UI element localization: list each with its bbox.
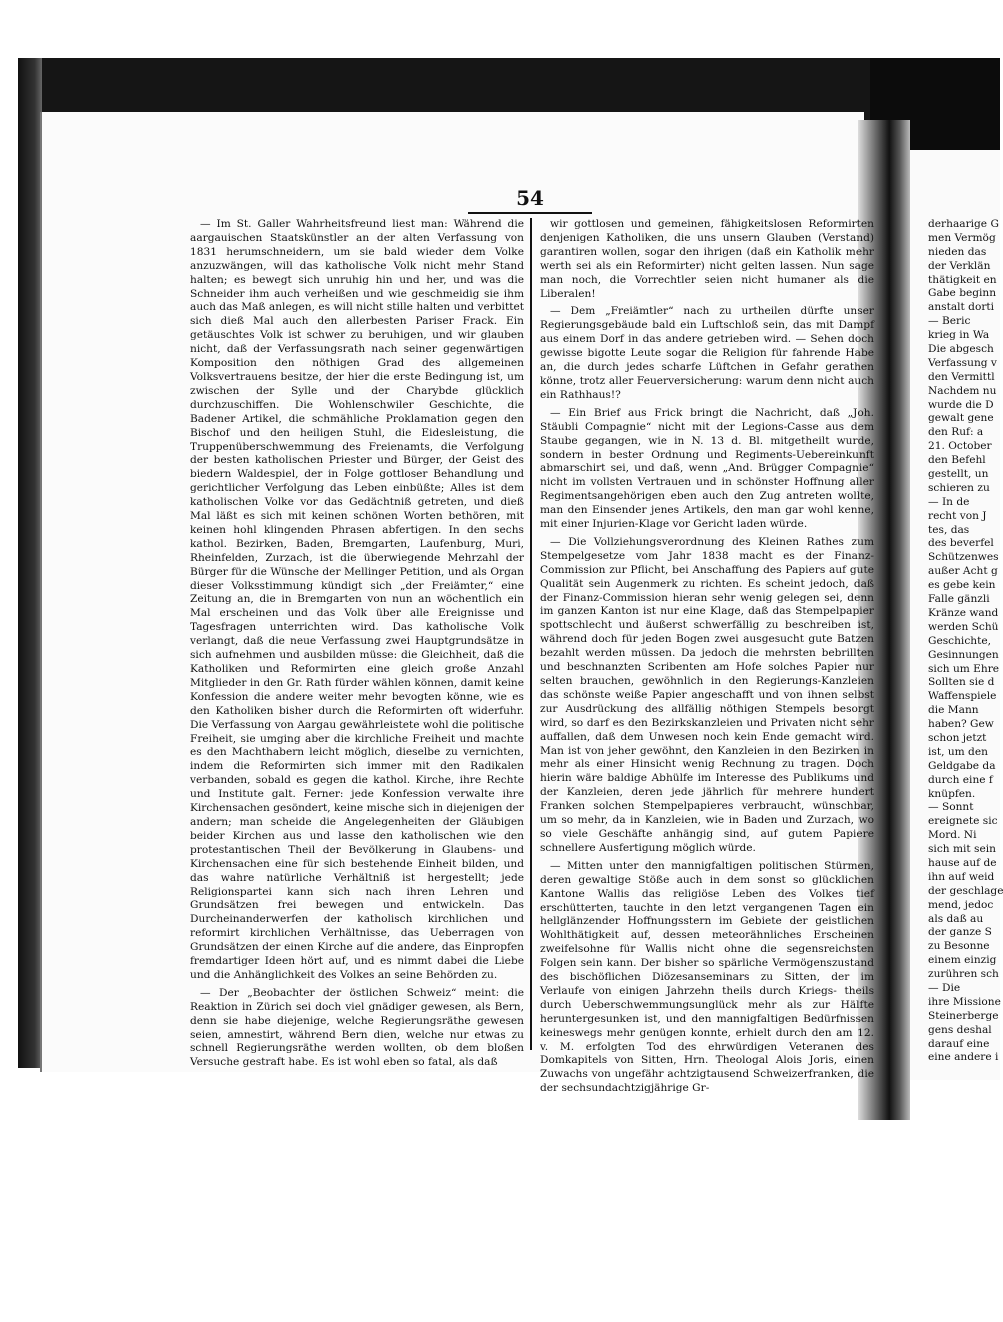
facing-page-line: Falle gänzli <box>928 593 990 606</box>
facing-page-line: sich mit sein <box>928 843 996 856</box>
facing-page-line: derhaarige G <box>928 218 999 230</box>
article-paragraph: — Ein Brief aus Frick bringt die Nachricht, daß „Joh. Stäubli Compagnie“ nicht mit der Legions-Casse aus dem Staube gegangen, wie in N. 13 d. Bl. mitgetheilt wurde, sondern in bester Ordnung und Regiments-Uebereinkunft abmarschirt sei, und daß, wenn „And. Brügger Compagnie“ nicht im vollsten Vertrauen und in schönster Hoffnung aller Regimentsangehörigen eben auch den Zug antreten wollte, man den Einsender jenes Artikels, den man gar wohl kenne, mit einer Injurien-Klage vor Gericht laden würde. <box>540 406 874 531</box>
facing-page-line: durch eine f <box>928 773 993 786</box>
article-paragraph: — Im St. Galler Wahrheitsfreund liest man: Während die aargauischen Staatskünstler an der alten Verfassung von 1831 herumschneidern, um sie bald wieder dem Volke anzuzwängen, will das katholische Volk nicht mehr Stand halten; es bewegt sich unruhig hin und her, und was die Schneider ihm auch verheißen und wie geschmeidig sie ihm auch das Maß anlegen, es will nicht stille halten und verbittet sich dieß Mal auch den allerbesten Pariser Frack. Ein getäuschtes Volk ist schwer zu beruhigen, und wir glauben nicht, daß der Verfassungsrath nach seiner gegenwärtigen Komposition den nöthigen Grad des allgemeinen Volksvertrauens besitze, der hier die erste Bedingung ist, um zwischen der Sylle und der Charybde glücklich durchzuschiffen. Die Wohlenschwiler Geschichte, die Badener Artikel, die schmähliche Proklamation gegen den Bischof und den heiligen Stuhl, die Eidesleistung, die Truppenüberschwemmung des Freienamts, die Verfolgung der besten katholischen Priester und Bürger, der Geist des biedern Waldespiel, der in Folge gottloser Behandlung und gerichtlicher Verfolgung das Leben einbüßte; Alles ist dem katholischen Volke vor das Gedächtniß getreten, und dieß Mal läßt es sich mit keinen schönen Worten bethören, mit keinen hohl klingenden Phrasen abfertigen. In den sechs kathol. Bezirken, Baden, Bremgarten, Laufenburg, Muri, Rheinfelden, Zurzach, ist die überwiegende Mehrzahl der Bürger für die Wünsche der Mellinger Petition, und als Organ dieser Volksstimmung kündigt sich „der Freiämter,“ eine Zeitung an, die in Bremgarten von nun an wöchentlich ein Mal erscheinen und das Volk über alle Ereignisse und Tagesfragen unterrichten wird. Das katholische Volk verlangt, daß die neue Verfassung zwei Hauptgrundsätze in sich aufnehmen und ausbilden müsse: die Gleichheit, daß die Katholiken und Reformirten eine gleich große Anzahl Mitglieder in den Gr. Rath fürder wählen können, damit keine Konfession die andere weiter mehr bevogten könne, wie es den Katholiken bisher durch die Reformirten oft widerfuhr. Die Verfassung von Aargau gewährleistete wohl die politische Freiheit, sie umging aber die kirchliche Freiheit und machte es den Machthabern leicht möglich, dieselbe zu vernichten, indem die Reformirten sich immer mit den Radikalen verbanden, sobald es gegen die kathol. Kirche, ihre Rechte und Institute galt. Ferner: jede Konfession verwalte ihre Kirchensachen gesöndert, keine mische sich in diejenigen der andern; man scheide die Angelegenheiten der Gläubigen beider Kirchen aus und lasse den katholischen wie den protestantischen Theil der Bevölkerung in Glaubens- und Kirchensachen eine für sich bestehende Einheit bilden, und das wahre natürliche Verhältniß ist hergestellt; jede Religionspartei kann sich nach ihren Lehren und Grundsätzen frei bewegen und entwickeln. Das Durcheinanderwerfen der katholisch kirchlichen und reformirt kirchlichen Verhältnisse, das Ueberragen von Grundsätzen der einen Kirche auf die andere, das Einpropfen fremdartiger Ideen hört auf, und es nimmt dabei die Liebe und die Anhänglichkeit des Volkes an seine Behörden zu. <box>190 218 524 981</box>
facing-page-line: Verfassung v <box>928 356 997 369</box>
facing-page-text <box>928 218 1003 1065</box>
facing-page-line: anstalt dorti <box>928 301 995 314</box>
facing-page-line: tes, das <box>928 523 970 536</box>
facing-page-line: als daß au <box>928 912 984 925</box>
facing-page-line: 21. October <box>928 440 992 453</box>
facing-page-line: Nachdem nu <box>928 384 997 397</box>
facing-page-line: hause auf de <box>928 856 997 869</box>
facing-page-line: Gabe beginn <box>928 287 997 300</box>
article-paragraph: — Die Vollziehungsverordnung des Kleinen Rathes zum Stempelgesetze vom Jahr 1838 macht es der Finanz-Commission zur Pflicht, bei Anschaffung des Papiers auf gute Qualität sein Augenmerk zu richten. Es scheint jedoch, daß der Finanz-Commission hieran sehr wenig gelegen sei, denn im ganzen Kanton ist nur eine Klage, daß das Stempelpapier spottschlecht und äußerst schwerfällig zu beschreiben ist, während doch für jeden Bogen zwei ausgesucht gute Batzen bezahlt werden müssen. Da jedoch die mehrsten bebrillten und beschnanzten Scribenten am Hofe solches Papier nur selten brauchen, gewöhnlich in den Regierungs-Kanzleien das schönste weiße Papier angeschafft und von ihnen selbst zur Ausdrückung des allfällig nöthigen Stempels besorgt wird, so darf es den Bezirkskanzleien und Privaten nicht sehr auffallen, daß dem Unwesen noch kein Ende gemacht wird. Man ist von jeher gewöhnt, den Kanzleien in den Bezirken in mehr als einer Hinsicht wenig Rechnung zu tragen. Doch hierin wäre baldige Abhülfe im Interesse des Publikums und der Kanzleien, deren jede jährlich für mehrere hundert Franken solchen Stempelpapieres verbraucht, wünschbar, um so mehr, da in Kanzleien, wie in Baden und Zurzach, wo so viele Geschäfte anhängig sind, auf gutem Papiere schnellere Ausfertigung möglich würde. <box>540 535 874 854</box>
facing-page-line: Kränze wand <box>928 606 999 619</box>
facing-page-line: den Vermittl <box>928 370 995 383</box>
middle-column <box>540 218 874 1095</box>
column-divider <box>530 218 532 1050</box>
facing-page-line: gens deshal <box>928 1023 992 1036</box>
facing-page-line: thätigkeit en <box>928 273 997 286</box>
facing-page-line: die Mann <box>928 704 979 717</box>
article-paragraph: — Dem „Freiämtler“ nach zu urtheilen dürfte unser Regierungsgebäude bald ein Luftschloß sein, das mit Dampf aus einem Dorf in das andere getrieben wird. — Sehen doch gewisse bigotte Leute sogar die Religion für fahrende Habe an, die durch jedes scharfe Lüftchen in Gefahr gerathen könne, trotz aller Feuerversicherung: warum denn nicht auch ein Rathhaus!? <box>540 305 874 401</box>
page-number-rule <box>468 212 592 214</box>
facing-page-line: der ganze S <box>928 926 992 939</box>
facing-page-line: den Befehl <box>928 454 986 467</box>
facing-page-line: — Die <box>928 981 961 994</box>
facing-page-line: schon jetzt <box>928 731 987 744</box>
facing-page-line: außer Acht g <box>928 565 998 578</box>
article-paragraph: — Mitten unter den mannigfaltigen politischen Stürmen, deren gewaltige Stöße auch in dem sonst so glücklichen Kantone Wallis das religiöse Leben des Volkes tief erschütterten, tauchte in den letzt vergangenen Tagen ein hellglänzender Hoffnungsstern im Gebiete der geistlichen Wohlthätigkeit auf, dessen meteorähnliches Erscheinen zweifelsohne für Wallis nicht ohne die segensreichsten Folgen sein kann. Der bisher so spärliche Vermögenszustand des bischöflichen Diözesanseminars zu Sitten, der im Verlaufe von einigen Jahrzehn theils durch Kriegs- theils durch Ueberschwemmungsunglück mehr als zur Hälfte heruntergesunken ist, und den mannigfaltigen Bedürfnissen keineswegs mehr genügen konnte, erhielt durch den am 12. v. M. erfolgten Tod des ehrwürdigen Veteranen des Domkapitels von Sitten, Hrn. Theologal Alois Joris, einen Zuwachs von ungefähr achtzigtausend Schweizerfranken, die der sechsundachtzigjährige Gr- <box>540 859 874 1095</box>
facing-page-line: sich um Ehre <box>928 662 1000 675</box>
facing-page-line: nieden das <box>928 245 987 258</box>
facing-page-line: werden Schü <box>928 620 999 633</box>
facing-page-line: darauf eine <box>928 1037 990 1050</box>
facing-page-line: gestellt, un <box>928 468 989 481</box>
facing-page-line: ereignete sic <box>928 815 998 828</box>
facing-page-line: Sollten sie d <box>928 676 995 689</box>
scan-border-left <box>18 58 42 1068</box>
facing-page-line: den Ruf: a <box>928 426 984 439</box>
facing-page-line: recht von J <box>928 509 987 522</box>
facing-page-line: krieg in Wa <box>928 329 990 342</box>
facing-page-line: mend, jedoc <box>928 898 994 911</box>
facing-page-line: des beverfel <box>928 537 994 550</box>
facing-page-line: zurühren sch <box>928 968 999 981</box>
facing-page-line: Schützenwes <box>928 551 999 564</box>
facing-page-line: wurde die D <box>928 398 994 411</box>
facing-page-line: knüpfen. <box>928 787 976 800</box>
facing-page-line: zu Besonne <box>928 940 990 953</box>
facing-page-line: Mord. Ni <box>928 829 977 842</box>
facing-page-line: — Beric <box>928 315 971 328</box>
page-number: 54 <box>516 186 544 210</box>
facing-page-line: der Verklän <box>928 259 991 272</box>
facing-page-line: Geldgabe da <box>928 759 996 772</box>
facing-page-line: Steinerberge <box>928 1009 999 1022</box>
facing-page-line: eine andere i <box>928 1051 999 1064</box>
article-paragraph: — Der „Beobachter der östlichen Schweiz“ meint: die Reaktion in Zürich sei doch viel gnädiger gewesen, als Bern, denn sie habe diejenige, welche Regierungsräthe gewesen seien, amnestirt, während Bern dien, welche nur etwas zu schnell Regierungsräthe werden wollten, ob dem bloßen Versuche gestraft habe. Es ist wohl eben so fatal, als daß <box>190 986 524 1069</box>
facing-page-line: ihre Missione <box>928 995 1001 1008</box>
facing-page-line: — In de <box>928 495 970 508</box>
facing-page-line: Gesinnungen <box>928 648 999 661</box>
facing-page-line: Waffenspiele <box>928 690 997 703</box>
facing-page-line: der geschlage <box>928 884 1003 897</box>
facing-page-line: gewalt gene <box>928 412 994 425</box>
facing-page-line: schieren zu <box>928 481 990 494</box>
left-column <box>190 218 524 1069</box>
facing-page-line: haben? Gew <box>928 718 994 731</box>
facing-page-line: Geschichte, <box>928 634 991 647</box>
facing-page-line: — Sonnt <box>928 801 974 814</box>
facing-page-line: es gebe kein <box>928 579 996 592</box>
facing-page-line: ihn auf weid <box>928 870 995 883</box>
facing-page-line: ist, um den <box>928 745 988 758</box>
facing-page-line: einem einzig <box>928 954 997 967</box>
article-paragraph: wir gottlosen und gemeinen, fähigkeitslosen Reformirten denjenigen Katholiken, die uns unsern Glauben (Verstand) garantiren wollen, sogar den ihrigen (daß ein Katholik mehr werth sei als ein Reformirter) nicht gelten lassen. Nun sage man noch, die Vorrechtler seien nicht humaner als die Liberalen! <box>540 218 874 300</box>
facing-page-line: Die abgesch <box>928 343 994 356</box>
facing-page-line: men Vermög <box>928 231 996 244</box>
